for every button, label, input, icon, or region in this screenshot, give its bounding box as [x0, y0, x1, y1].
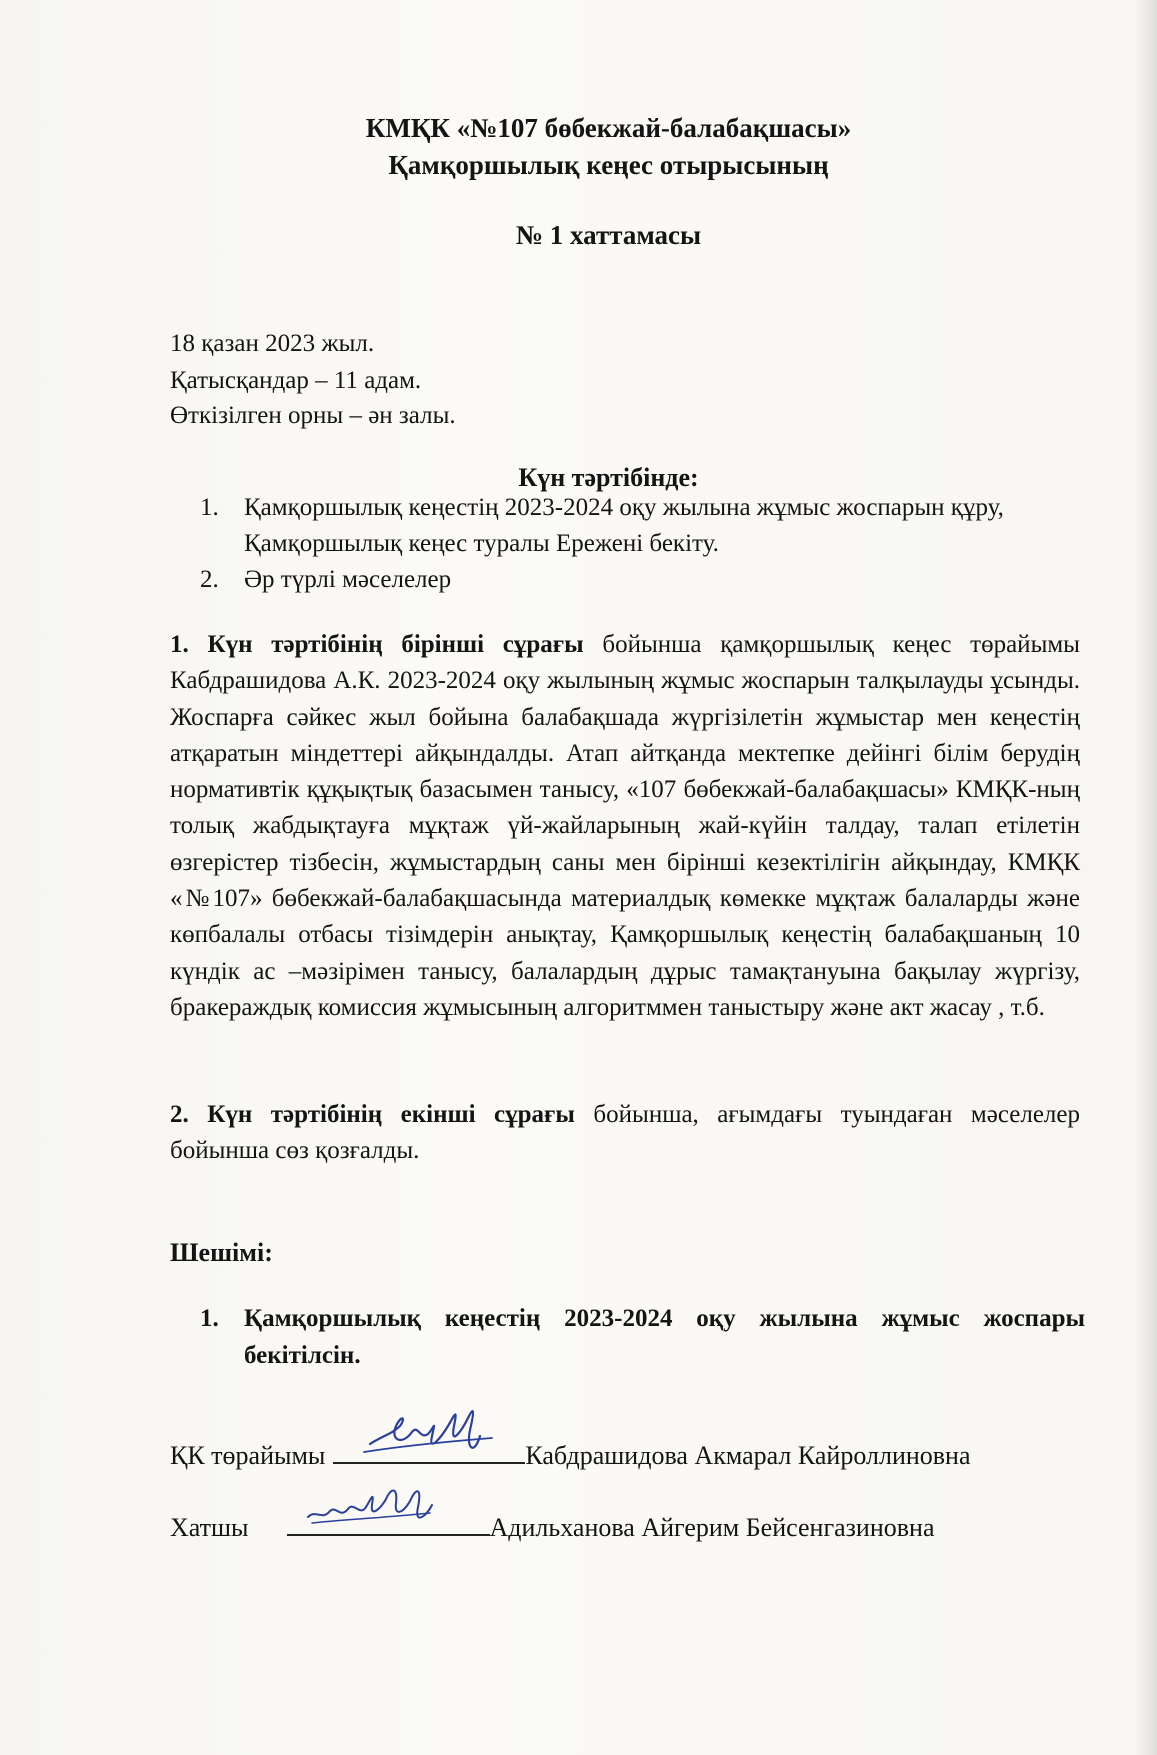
agenda-title: Күн тәртібінде: — [518, 463, 699, 492]
agenda-item-number: 2. — [200, 566, 219, 593]
chair-name: Кабдрашидова Акмарал Кайроллиновна — [525, 1441, 971, 1470]
decision-title: Шешімі: — [170, 1238, 273, 1267]
decision-item-text: Қамқоршылық кеңестің 2023-2024 оқу жылына жұмыс жоспары бекітілсін. — [244, 1305, 1085, 1369]
section-1-text: бойынша қамқоршылық кеңес төрайымы Кабдрашидова А.К. 2023-2024 оқу жылының жұмыс жоспарын талқылауды ұсынды. Жоспарға сәйкес жыл бойына балабақшада жүргізілетін жұмыстар мен кеңестің атқаратын міндеттері айқындалды. Атап айтқанда мектепке дейінгі білім берудің нормативтік құқықтық базасымен танысу, «107 бөбекжай-балабақшасы» КМҚК-ның толық жабдықтауға мұқтаж үй-жайларының жай-күйін талдау, талап етілетін өзгерістер тізбесін, жұмыстардың саны мен бірінші кезектілігін айқындау, КМҚК «№107» бөбекжай-балабақшасында материалдық көмекке мұқтаж балаларды және көпбалалы отбасы тізімдерін анықтау, Қамқоршылық кеңестің балабақшаның 10 күндік ас –мәзірімен танысу, балалардың дұрыс тамақтануына бақылау жүргізу, бракераждық комиссия жұмысының алгоритммен таныстыру және акт жасау , т.б. — [170, 631, 1080, 1021]
section-2-lead: 2. Күн тәртібінің екінші сұрағы — [170, 1101, 575, 1128]
meeting-date: 18 қазан 2023 жыл. — [170, 330, 375, 357]
secretary-role: Хатшы — [170, 1513, 249, 1542]
agenda-item-text: Қамқоршылық кеңестің 2023-2024 оқу жылына жұмыс жоспарын құру, Қамқоршылық кеңес туралы Ережені бекіту. — [244, 494, 1004, 557]
decision-list — [200, 1300, 1085, 1374]
chair-signature-row — [170, 1436, 971, 1471]
agenda-list — [200, 490, 1088, 598]
chair-role: ҚК төрайымы — [170, 1441, 326, 1470]
council-title: Қамқоршылық кеңес отырысының — [388, 150, 829, 180]
secretary-name: Адильханова Айгерим Бейсенгазиновна — [489, 1513, 935, 1542]
secretary-signature-row — [170, 1508, 934, 1543]
meeting-venue: Өткізілген орны – ән залы. — [170, 402, 456, 429]
decision-item — [200, 1300, 1085, 1374]
section-2-text: бойынша, ағымдағы туындаған мәселелер бойынша сөз қозғалды. — [170, 1101, 1080, 1165]
page-edge-shadow — [1135, 0, 1157, 1755]
org-title: КМҚК «№107 бөбекжай-балабақшасы» — [365, 113, 852, 143]
attendees-count: Қатысқандар – 11 адам. — [170, 367, 422, 394]
protocol-number: № 1 хаттамасы — [515, 220, 702, 250]
section-1-paragraph — [170, 627, 1080, 1026]
section-1-lead: 1. Күн тәртібінің бірінші сұрағы — [170, 631, 584, 658]
section-2-paragraph — [170, 1097, 1080, 1170]
agenda-item-number: 1. — [200, 494, 219, 521]
decision-item-number: 1. — [200, 1305, 219, 1332]
secretary-signature — [302, 1477, 442, 1547]
agenda-item — [200, 490, 1088, 562]
agenda-item-text: Әр түрлі мәселелер — [244, 566, 452, 593]
chair-signature — [362, 1396, 502, 1476]
agenda-item — [200, 562, 1088, 598]
